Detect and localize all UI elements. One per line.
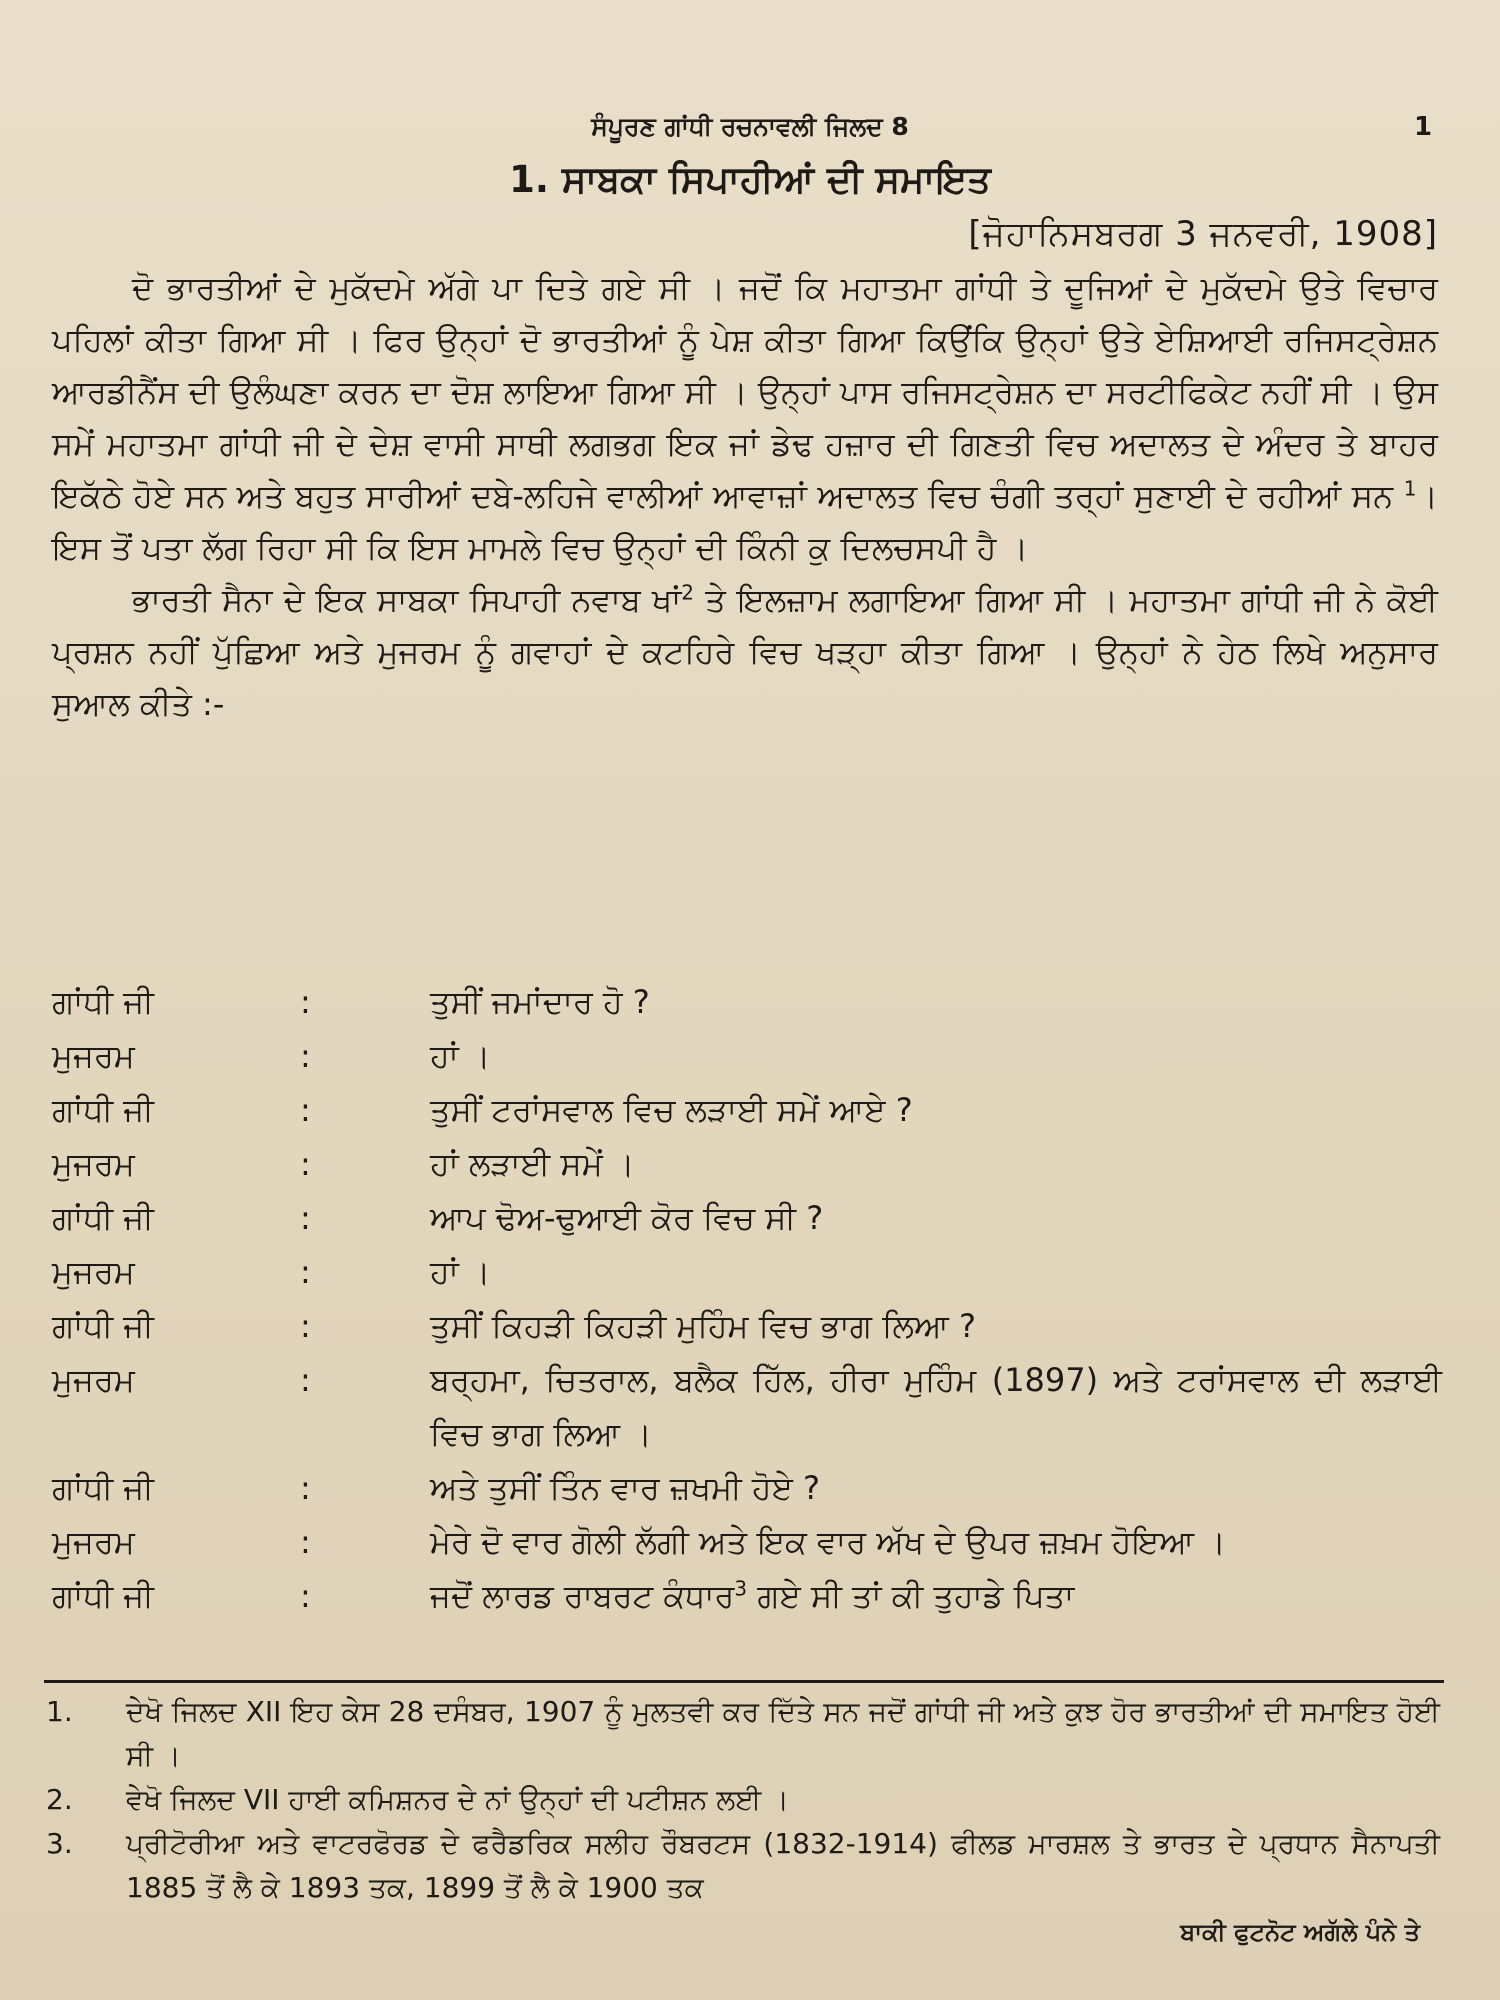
colon: : xyxy=(300,1253,311,1291)
dialogue-row-7 xyxy=(52,1299,1442,1353)
footnote-3 xyxy=(46,1822,1440,1910)
footnote-number: 2. xyxy=(46,1783,73,1816)
page-number: 1 xyxy=(1414,112,1433,142)
footnote-ref-3: 3 xyxy=(734,1576,748,1601)
paragraph-2-text-b: ਤੇ ਇਲਜ਼ਾਮ ਲਗਾਇਆ ਗਿਆ ਸੀ । ਮਹਾਤਮਾ ਗਾਂਧੀ ਜੀ ਨੇ ਕੋਈ ਪ੍ਰਸ਼ਨ ਨਹੀਂ ਪੁੱਛਿਆ ਅਤੇ ਮੁਜਰਮ ਨੂੰ ਗਵਾਹਾਂ ਦੇ ਕਟਹਿਰੇ ਵਿਚ ਖੜ੍ਹਾ ਕੀਤਾ ਗਿਆ । ਉਨ੍ਹਾਂ ਨੇ ਹੇਠ ਲਿਖੇ ਅਨੁਸਾਰ ਸੁਆਲ ਕੀਤੇ :- xyxy=(52,581,1438,723)
dialogue-row-9 xyxy=(52,1461,1442,1515)
chapter-title: 1. ਸਾਬਕਾ ਸਿਪਾਹੀਆਂ ਦੀ ਸਮਾਇਤ xyxy=(509,158,991,201)
dialogue-row-5 xyxy=(52,1191,1442,1245)
dialogue-text: ਤੁਸੀਂ ਟਰਾਂਸਵਾਲ ਵਿਚ ਲੜਾਈ ਸਮੇਂ ਆਏ ? xyxy=(430,1091,913,1129)
paragraph-1-text-b: । ਇਸ ਤੋਂ ਪਤਾ ਲੱਗ ਰਿਹਾ ਸੀ ਕਿ ਇਸ ਮਾਮਲੇ ਵਿਚ ਉਨ੍ਹਾਂ ਦੀ ਕਿੰਨੀ ਕੁ ਦਿਲਚਸਪੀ ਹੈ । xyxy=(52,477,1438,567)
dialogue-row-3 xyxy=(52,1083,1442,1137)
colon: : xyxy=(300,983,311,1021)
speaker: ਗਾਂਧੀ ਜੀ xyxy=(52,1199,154,1237)
speaker: ਮੁਜਰਮ xyxy=(52,1253,135,1291)
dialogue-text: ਮੇਰੇ ਦੋ ਵਾਰ ਗੋਲੀ ਲੱਗੀ ਅਤੇ ਇਕ ਵਾਰ ਅੱਖ ਦੇ ਉਪਰ ਜ਼ਖ਼ਮ ਹੋਇਆ । xyxy=(430,1523,1226,1561)
colon: : xyxy=(300,1577,311,1615)
speaker: ਮੁਜਰਮ xyxy=(52,1145,135,1183)
dialogue-text-a: ਜਦੋਂ ਲਾਰਡ ਰਾਬਰਟ ਕੰਧਾਰ xyxy=(430,1577,735,1615)
footnote-1 xyxy=(46,1690,1440,1778)
paragraph-2-text-a: ਭਾਰਤੀ ਸੈਨਾ ਦੇ ਇਕ ਸਾਬਕਾ ਸਿਪਾਹੀ ਨਵਾਬ ਖਾਂ xyxy=(132,581,682,619)
dialogue-text: ਆਪ ਢੋਅ-ਢੁਆਈ ਕੋਰ ਵਿਚ ਸੀ ? xyxy=(430,1199,824,1237)
colon: : xyxy=(300,1199,311,1237)
colon: : xyxy=(300,1523,311,1561)
speaker: ਗਾਂਧੀ ਜੀ xyxy=(52,983,154,1021)
paragraph-1-text-a: ਦੋ ਭਾਰਤੀਆਂ ਦੇ ਮੁਕੱਦਮੇ ਅੱਗੇ ਪਾ ਦਿਤੇ ਗਏ ਸੀ । ਜਦੋਂ ਕਿ ਮਹਾਤਮਾ ਗਾਂਧੀ ਤੇ ਦੂਜਿਆਂ ਦੇ ਮੁਕੱਦਮੇ ਉਤੇ ਵਿਚਾਰ ਪਹਿਲਾਂ ਕੀਤਾ ਗਿਆ ਸੀ । ਫਿਰ ਉਨ੍ਹਾਂ ਦੋ ਭਾਰਤੀਆਂ ਨੂੰ ਪੇਸ਼ ਕੀਤਾ ਗਿਆ ਕਿਉਂਕਿ ਉਨ੍ਹਾਂ ਉਤੇ ਏਸ਼ਿਆਈ ਰਜਿਸਟ੍ਰੇਸ਼ਨ ਆਰਡੀਨੈਂਸ ਦੀ ਉਲੰਘਣਾ ਕਰਨ ਦਾ ਦੋਸ਼ ਲਾਇਆ ਗਿਆ ਸੀ । ਉਨ੍ਹਾਂ ਪਾਸ ਰਜਿਸਟ੍ਰੇਸ਼ਨ ਦਾ ਸਰਟੀਫਿਕੇਟ ਨਹੀਂ ਸੀ । ਉਸ ਸਮੇਂ ਮਹਾਤਮਾ ਗਾਂਧੀ ਜੀ ਦੇ ਦੇਸ਼ ਵਾਸੀ ਸਾਥੀ ਲਗਭਗ ਇਕ ਜਾਂ ਡੇਢ ਹਜ਼ਾਰ ਦੀ ਗਿਣਤੀ ਵਿਚ ਅਦਾਲਤ ਦੇ ਅੰਦਰ ਤੇ ਬਾਹਰ ਇਕੱਠੇ ਹੋਏ ਸਨ ਅਤੇ ਬਹੁਤ ਸਾਰੀਆਂ ਦਬੇ-ਲਹਿਜੇ ਵਾਲੀਆਂ ਆਵਾਜ਼ਾਂ ਅਦਾਲਤ ਵਿਚ ਚੰਗੀ ਤਰ੍ਹਾਂ ਸੁਣਾਈ ਦੇ ਰਹੀਆਂ ਸਨ xyxy=(52,269,1438,515)
speaker: ਗਾਂਧੀ ਜੀ xyxy=(52,1469,154,1507)
dialogue-row-2 xyxy=(52,1029,1442,1083)
footnotes xyxy=(46,1690,1440,1910)
footnote-text: ਵੇਖੋ ਜਿਲਦ VII ਹਾਈ ਕਮਿਸ਼ਨਰ ਦੇ ਨਾਂ ਉਨ੍ਹਾਂ ਦੀ ਪਟੀਸ਼ਨ ਲਈ । xyxy=(126,1783,790,1816)
footnote-number: 1. xyxy=(46,1695,73,1728)
speaker: ਗਾਂਧੀ ਜੀ xyxy=(52,1577,154,1615)
footnote-text: ਦੇਖੋ ਜਿਲਦ XII ਇਹ ਕੇਸ 28 ਦਸੰਬਰ, 1907 ਨੂੰ ਮੁਲਤਵੀ ਕਰ ਦਿੱਤੇ ਸਨ ਜਦੋਂ ਗਾਂਧੀ ਜੀ ਅਤੇ ਕੁਝ ਹੋਰ ਭਾਰਤੀਆਂ ਦੀ ਸਮਾਇਤ ਹੋਈ ਸੀ । xyxy=(126,1695,1440,1772)
dialogue-row-11 xyxy=(52,1569,1442,1623)
dialogue xyxy=(52,975,1442,1623)
dialogue-text: ਬਰ੍ਹਮਾ, ਚਿਤਰਾਲ, ਬਲੈਕ ਹਿੱਲ, ਹੀਰਾ ਮੁਹਿੰਮ (1897) ਅਤੇ ਟਰਾਂਸਵਾਲ ਦੀ ਲੜਾਈ ਵਿਚ ਭਾਗ ਲਿਆ । xyxy=(430,1361,1442,1453)
dialogue-text: ਹਾਂ । xyxy=(430,1037,491,1075)
dialogue-text: ਅਤੇ ਤੁਸੀਂ ਤਿੰਨ ਵਾਰ ਜ਼ਖਮੀ ਹੋਏ ? xyxy=(430,1469,821,1507)
dialogue-row-1 xyxy=(52,975,1442,1029)
dialogue-text: ਤੁਸੀਂ ਕਿਹੜੀ ਕਿਹੜੀ ਮੁਹਿੰਮ ਵਿਚ ਭਾਗ ਲਿਆ ? xyxy=(430,1307,976,1345)
speaker: ਗਾਂਧੀ ਜੀ xyxy=(52,1307,154,1345)
dialogue-text: ਹਾਂ । xyxy=(430,1253,491,1291)
dialogue-row-10 xyxy=(52,1515,1442,1569)
body-text xyxy=(52,262,1438,730)
colon: : xyxy=(300,1361,311,1399)
dialogue-row-6 xyxy=(52,1245,1442,1299)
dialogue-text-b: ਗਏ ਸੀ ਤਾਂ ਕੀ ਤੁਹਾਡੇ ਪਿਤਾ xyxy=(747,1577,1075,1615)
footnote-number: 3. xyxy=(46,1827,73,1860)
running-head: ਸੰਪੂਰਣ ਗਾਂਧੀ ਰਚਨਾਵਲੀ ਜਿਲਦ 8 xyxy=(591,112,909,141)
colon: : xyxy=(300,1145,311,1183)
footnote-divider xyxy=(44,1680,1444,1683)
speaker: ਗਾਂਧੀ ਜੀ xyxy=(52,1091,154,1129)
footnote-2 xyxy=(46,1778,1440,1822)
speaker: ਮੁਜਰਮ xyxy=(52,1037,135,1075)
paragraph-1 xyxy=(52,262,1438,574)
colon: : xyxy=(300,1037,311,1075)
dialogue-row-4 xyxy=(52,1137,1442,1191)
paragraph-2 xyxy=(52,574,1438,730)
footnote-ref-2: 2 xyxy=(681,580,695,605)
speaker: ਮੁਜਰਮ xyxy=(52,1523,135,1561)
footnote-text: ਪ੍ਰੀਟੋਰੀਆ ਅਤੇ ਵਾਟਰਫੋਰਡ ਦੇ ਫਰੈਡਰਿਕ ਸਲੀਹ ਰੌਬਰਟਸ (1832-1914) ਫੀਲਡ ਮਾਰਸ਼ਲ ਤੇ ਭਾਰਤ ਦੇ ਪ੍ਰਧਾਨ ਸੈਨਾਪਤੀ 1885 ਤੋਂ ਲੈ ਕੇ 1893 ਤਕ, 1899 ਤੋਂ ਲੈ ਕੇ 1900 ਤਕ xyxy=(126,1827,1440,1904)
colon: : xyxy=(300,1469,311,1507)
dialogue-text: ਤੁਸੀਂ ਜਮਾਂਦਾਰ ਹੋ ? xyxy=(430,983,650,1021)
footnote-ref-1: 1 xyxy=(1403,476,1417,501)
colon: : xyxy=(300,1091,311,1129)
speaker: ਮੁਜਰਮ xyxy=(52,1361,135,1399)
dateline: [ਜੋਹਾਨਿਸਬਰਗ 3 ਜਨਵਰੀ, 1908] xyxy=(968,214,1438,254)
colon: : xyxy=(300,1307,311,1345)
dialogue-text: ਹਾਂ ਲੜਾਈ ਸਮੇਂ । xyxy=(430,1145,635,1183)
continued-note: ਬਾਕੀ ਫੁਟਨੋਟ ਅਗੱਲੇ ਪੰਨੇ ਤੇ xyxy=(1180,1918,1420,1946)
dialogue-text xyxy=(430,1569,1442,1623)
dialogue-row-8 xyxy=(52,1353,1442,1461)
